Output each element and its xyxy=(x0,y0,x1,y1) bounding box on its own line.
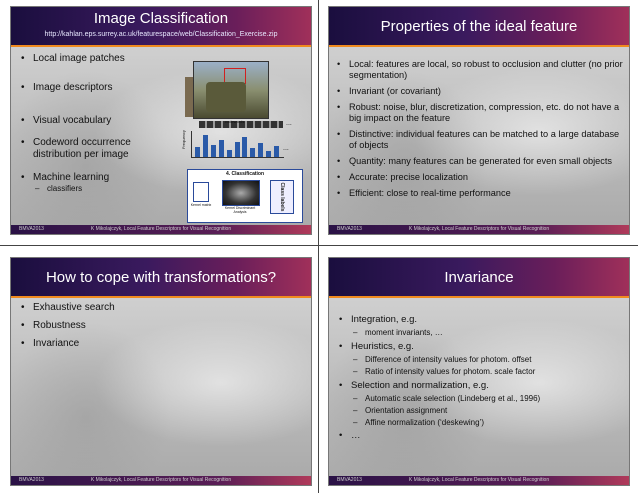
exercise-url: http://kahlan.eps.surrey.ac.uk/featurespace/web/Classification_Exercise.zip xyxy=(44,31,278,38)
bullet-list xyxy=(337,59,625,199)
bullet-item: • Invariance xyxy=(21,338,301,350)
kernel-matrix-box xyxy=(193,182,209,202)
patch-strip xyxy=(185,77,193,117)
footer-left: BMVA2013 xyxy=(19,477,44,483)
slide-title: How to cope with transformations? xyxy=(45,269,277,286)
codewords-label: codewords xyxy=(225,119,245,124)
class-labels-box xyxy=(270,180,294,214)
histogram-bar xyxy=(250,148,255,157)
bullet-item: • Distinctive: individual features can be matched to a large database of objects xyxy=(337,129,625,151)
sub-bullet-item: – Affine normalization (‘deskewing’) xyxy=(339,417,624,428)
title-underline xyxy=(11,296,311,298)
footer-left: BMVA2013 xyxy=(19,226,44,232)
sub-bullet-item: – Orientation assignment xyxy=(339,405,624,416)
bullet-list xyxy=(339,314,624,441)
slide-cope-with-transformations xyxy=(10,257,312,486)
bullet-item: • Visual vocabulary xyxy=(21,115,171,126)
histogram-bar xyxy=(219,140,224,158)
ellipsis: ... xyxy=(283,145,289,152)
horizontal-divider xyxy=(0,245,638,246)
bullet-item: • Invariant (or covariant) xyxy=(337,86,625,97)
histogram-bar xyxy=(203,135,208,158)
bullet-item: • Robust: noise, blur, discretization, compression, etc. do not have a big impact on the feature xyxy=(337,102,625,124)
footer-author: K Mikolajczyk, Local Feature Descriptors for Visual Recognition xyxy=(90,477,232,483)
classification-diagram xyxy=(187,169,303,223)
sub-bullet-item: – Difference of intensity values for photom. offset xyxy=(339,354,624,365)
slide-footer xyxy=(329,225,629,234)
sub-bullet-item: – classifiers xyxy=(21,184,171,193)
bullet-item: • Image descriptors xyxy=(21,82,171,93)
codeword-histogram xyxy=(191,131,284,158)
footer-author: K Mikolajczyk, Local Feature Descriptors for Visual Recognition xyxy=(90,226,232,232)
tree-photo xyxy=(193,61,269,119)
sub-bullet-item: – Ratio of intensity values for photom. scale factor xyxy=(339,366,624,377)
footer-left: BMVA2013 xyxy=(337,226,362,232)
slide-footer xyxy=(11,225,311,234)
bullet-item: • Selection and normalization, e.g. xyxy=(339,380,624,391)
histogram-bar xyxy=(195,147,200,157)
slide-properties-ideal-feature xyxy=(328,6,630,235)
bullet-item: • Integration, e.g. xyxy=(339,314,624,325)
sub-bullet-item: – moment invariants, … xyxy=(339,327,624,338)
kda-plot xyxy=(222,180,260,206)
slide-footer xyxy=(329,476,629,485)
bullet-item: • … xyxy=(339,430,624,441)
title-underline xyxy=(329,45,629,47)
bullet-item: • Machine learning xyxy=(21,172,171,183)
histogram-bar xyxy=(258,143,263,157)
histogram-bar xyxy=(227,150,232,158)
slide-title: Properties of the ideal feature xyxy=(380,18,578,35)
classification-title: 4. Classification xyxy=(225,171,265,177)
slide-title: Invariance xyxy=(444,269,514,286)
histogram-bar xyxy=(242,137,247,157)
title-bar xyxy=(329,7,629,45)
kernel-matrix-label: Kernel matrix xyxy=(190,203,212,207)
histogram-bar xyxy=(266,151,271,157)
sub-bullet-item: – Automatic scale selection (Lindeberg et al., 1996) xyxy=(339,393,624,404)
bullet-item: • Local image patches xyxy=(21,53,171,64)
histogram-bar xyxy=(274,146,279,157)
bullet-item: • Local: features are local, so robust to occlusion and clutter (no prior segmentation) xyxy=(337,59,625,81)
slide-footer xyxy=(11,476,311,485)
bullet-list xyxy=(21,302,301,350)
bullet-list xyxy=(21,53,171,193)
ellipsis: ... xyxy=(286,120,292,127)
title-bar xyxy=(11,258,311,296)
bullet-item: • Codeword occurrence distribution per image xyxy=(21,137,171,161)
histogram-bar xyxy=(211,145,216,158)
kda-label: Kernel Discriminant Analysis xyxy=(224,206,256,214)
footer-author: K Mikolajczyk, Local Feature Descriptors for Visual Recognition xyxy=(408,477,550,483)
histogram-bar xyxy=(235,142,240,157)
frequency-label: Frequency xyxy=(181,130,186,149)
photo-subject xyxy=(206,82,246,112)
bullet-item: • Heuristics, e.g. xyxy=(339,341,624,352)
bullet-item: • Robustness xyxy=(21,320,301,332)
bullet-item: • Efficient: close to real-time performance xyxy=(337,188,625,199)
slide-invariance xyxy=(328,257,630,486)
title-underline xyxy=(11,45,311,47)
title-bar xyxy=(11,7,311,45)
bullet-item: • Accurate: precise localization xyxy=(337,172,625,183)
slide-image-classification xyxy=(10,6,312,235)
bullet-item: • Quantity: many features can be generated for even small objects xyxy=(337,156,625,167)
class-labels-label: Class labels xyxy=(279,182,285,212)
title-underline xyxy=(329,296,629,298)
footer-author: K Mikolajczyk, Local Feature Descriptors for Visual Recognition xyxy=(408,226,550,232)
slide-title: Image Classification xyxy=(93,10,229,27)
footer-left: BMVA2013 xyxy=(337,477,362,483)
bullet-item: • Exhaustive search xyxy=(21,302,301,314)
title-bar xyxy=(329,258,629,296)
vertical-divider xyxy=(318,0,319,493)
